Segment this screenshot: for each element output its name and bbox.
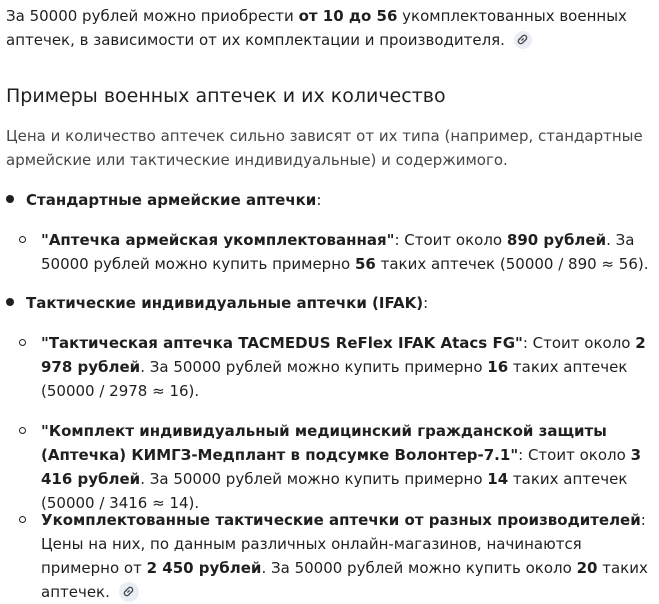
- list-item: Тактические индивидуальные аптечки (IFAK):: [6, 291, 646, 315]
- bullet-disc: [6, 195, 14, 203]
- section-heading: Примеры военных аптечек и их количество: [6, 85, 446, 107]
- sub-list-item: Укомплектованные тактические аптечки от разных производителей: Цены на них, по данным различных онлайн-магазинов, начинаются примерно от 2 450 рублей. За 50000 рублей можно купить около 20 таких аптечек.: [41, 508, 651, 604]
- sub-list-item: "Тактическая аптечка TACMEDUS ReFlex IFAK Atacs FG": Стоит около 2 978 рублей. За 50000 рублей можно купить примерно 16 таких аптечек (50000 / 2978 ≈ 16).: [41, 331, 651, 403]
- sub-list-item: "Аптечка армейская укомплектованная": Стоит около 890 рублей. За 50000 рублей можно купить примерно 56 таких аптечек (50000 / 890 ≈ 56).: [41, 228, 651, 276]
- source-link-icon[interactable]: [514, 31, 532, 49]
- sub-list-item: "Комплект индивидуальный медицинский гражданской защиты (Аптечка) КИМГЗ-Медплант в подсумке Волонтер-7.1": Стоит около 3 416 рублей. За 50000 рублей можно купить примерно 14 таких аптечек (50000 / 3416 ≈ 14).: [41, 419, 651, 515]
- intro-paragraph: За 50000 рублей можно приобрести от 10 до 56 укомплектованных военных аптечек, в зависимости от их комплектации и производителя.: [6, 7, 627, 49]
- description-paragraph: Цена и количество аптечек сильно зависят от их типа (например, стандартные армейские или тактические индивидуальные) и содержимого.: [6, 127, 643, 169]
- source-link-icon[interactable]: [119, 582, 139, 602]
- bullet-circle: [19, 516, 26, 523]
- bullet-circle: [19, 427, 26, 434]
- bullet-circle: [19, 339, 26, 346]
- intro-range: от 10 до 56: [298, 7, 398, 25]
- list-item: Стандартные армейские аптечки:: [6, 188, 646, 212]
- bullet-disc: [6, 298, 14, 306]
- bullet-circle: [19, 236, 26, 243]
